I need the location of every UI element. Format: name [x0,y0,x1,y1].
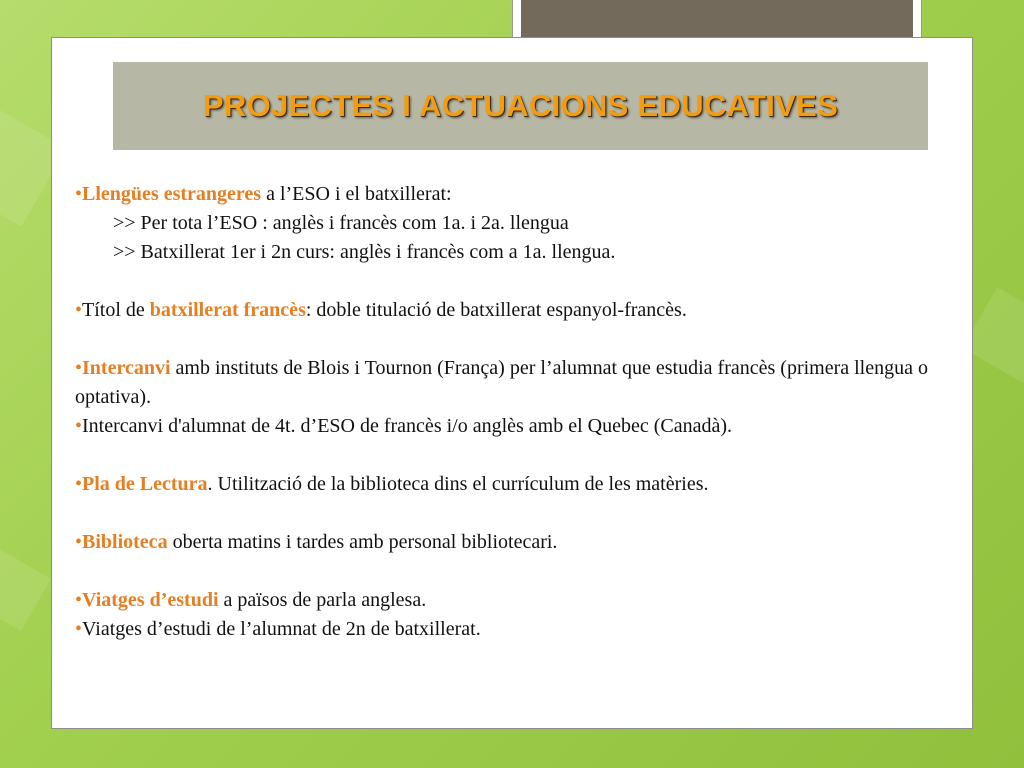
spacer [75,557,955,586]
bullet-item-exchange-quebec [75,412,955,441]
sub-item-batxillerat: >> Batxillerat 1er i 2n curs: anglès i francès com a 1a. llengua. [113,241,616,263]
body-text: : doble titulació de batxillerat espanyol-francès. [305,299,687,321]
spacer [75,325,955,354]
slide-content [75,180,955,644]
highlight-text: Llengües estrangeres [82,183,262,205]
spacer [75,441,955,470]
bullet-item-languages [75,180,955,209]
background-hexagon [0,549,51,631]
body-text: . Utilització de la biblioteca dins el currículum de les matèries. [207,473,709,495]
body-text: a països de parla anglesa. [218,589,427,611]
bullet-item-study-trips-batx [75,615,955,644]
bullet-glyph: • [75,589,83,611]
body-text: oberta matins i tardes amb personal bibliotecari. [167,531,558,553]
spacer [75,267,955,296]
bullet-glyph: • [75,531,83,553]
bullet-glyph: • [75,299,83,321]
body-text: Viatges d’estudi de l’alumnat de 2n de batxillerat. [82,618,481,640]
highlight-text: Viatges d’estudi [82,589,219,611]
bullet-glyph: • [75,183,83,205]
bullet-glyph: • [75,473,83,495]
body-text: a l’ESO i el batxillerat: [261,183,452,205]
bullet-glyph: • [75,357,83,379]
bullet-item-study-trips [75,586,955,615]
bullet-item-title [75,296,955,325]
body-text: Intercanvi d'alumnat de 4t. d’ESO de francès i/o anglès amb el Quebec (Canadà). [82,415,733,437]
highlight-text: Biblioteca [82,531,168,553]
bullet-item-reading-plan [75,470,955,499]
highlight-text: Intercanvi [82,357,171,379]
body-text: amb instituts de Blois i Tournon (França) per l’alumnat que estudia francès (primera llengua o optativa). [75,357,928,408]
slide-title: PROJECTES I ACTUACIONS EDUCATIVES [202,88,839,123]
bullet-glyph: • [75,415,83,437]
bullet-item-library [75,528,955,557]
highlight-text: Pla de Lectura [82,473,208,495]
highlight-text: batxillerat francès [149,299,306,321]
bullet-glyph: • [75,618,83,640]
spacer [75,499,955,528]
title-bar [113,62,928,150]
bullet-item-exchange [75,354,955,412]
sub-item-eso: >> Per tota l’ESO : anglès i francès com 1a. i 2a. llengua [113,212,569,234]
body-text: Títol de [82,299,150,321]
